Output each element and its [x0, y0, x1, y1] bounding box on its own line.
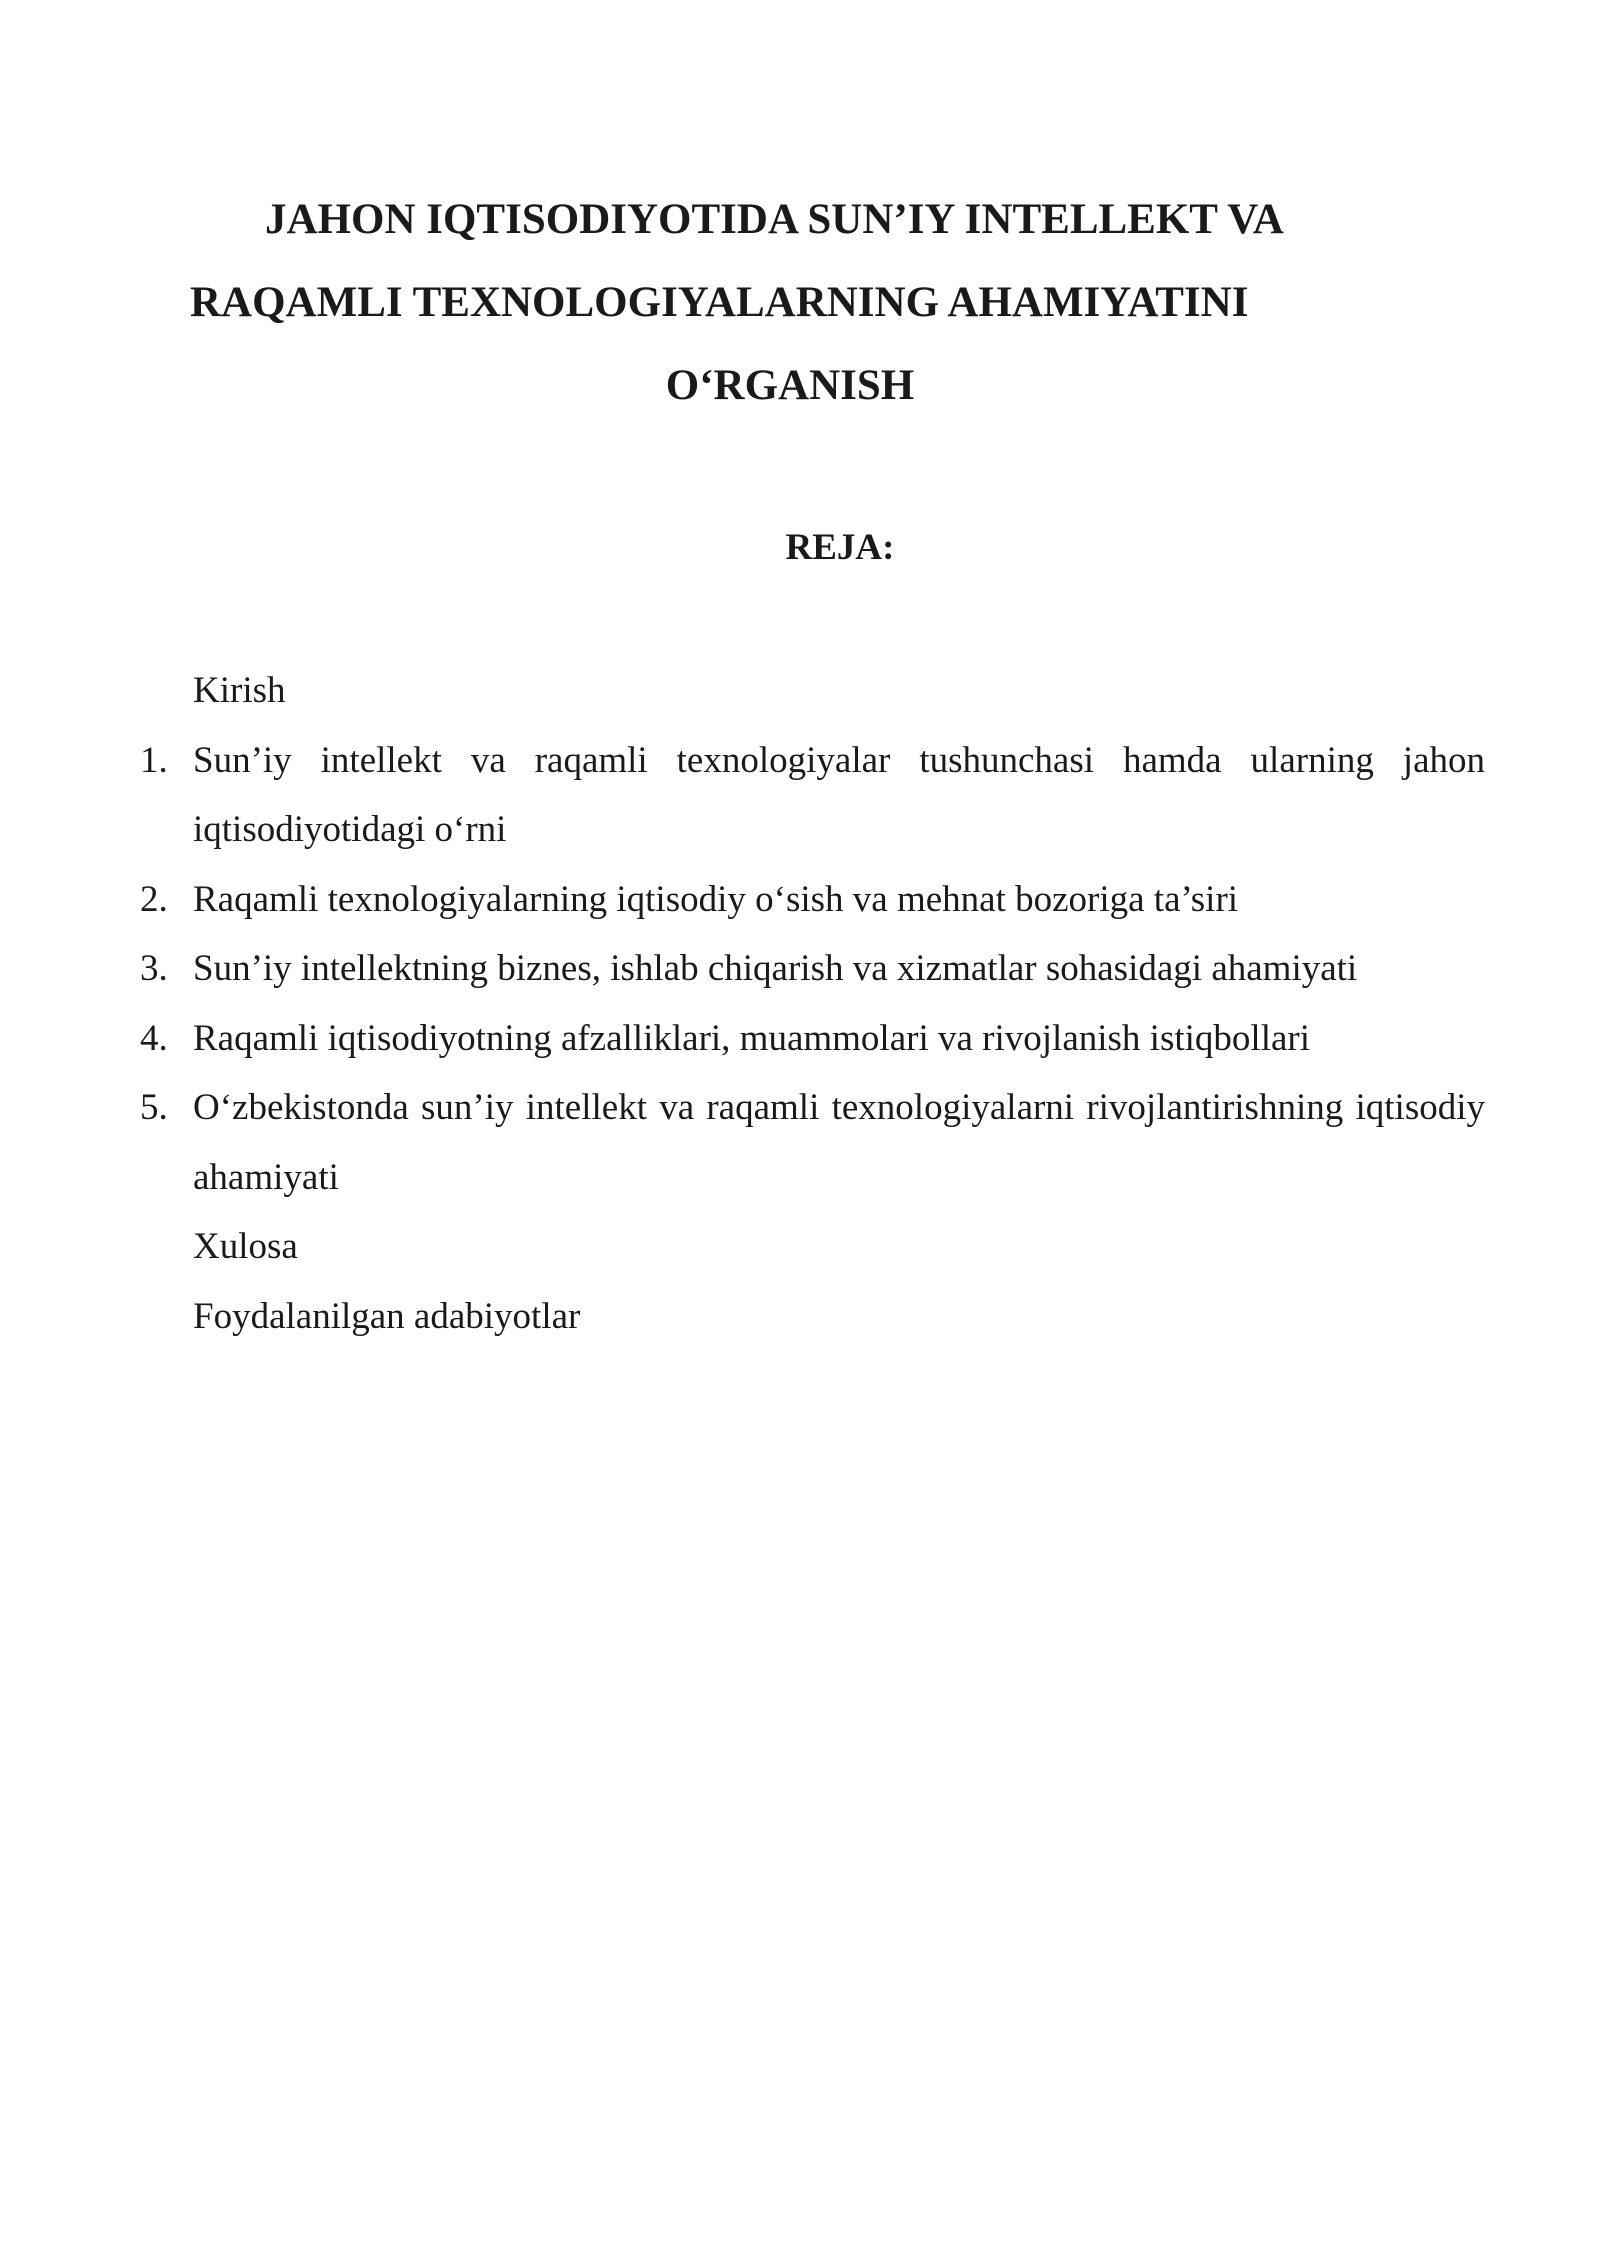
- plan-item-2: [140, 865, 1485, 935]
- plan-heading: REJA:: [785, 527, 895, 568]
- plan-item-text: O‘zbekistonda sun’iy intellekt va raqamli texnologiyalarni rivojlantirishning iqtisodiy ahamiyati: [193, 1087, 1485, 1198]
- plan-conclusion: [140, 1212, 1485, 1282]
- plan-item-3: [140, 934, 1485, 1004]
- plan-item-text: Sun’iy intellekt va raqamli texnologiyalar tushunchasi hamda ularning jahon iqtisodiyotidagi o‘rni: [193, 739, 1485, 850]
- plan-item-text: Raqamli iqtisodiyotning afzalliklari, muammolari va rivojlanish istiqbollari: [193, 1017, 1310, 1059]
- plan-list: [140, 656, 1485, 1351]
- plan-item-text: Raqamli texnologiyalarning iqtisodiy o‘sish va mehnat bozoriga ta’siri: [193, 878, 1239, 920]
- plan-item-text: Sun’iy intellektning biznes, ishlab chiqarish va xizmatlar sohasidagi ahamiyati: [193, 948, 1358, 989]
- title-line-1: JAHON IQTISODIYOTIDA SUN’IY INTELLEKT VA: [265, 196, 1284, 243]
- title-line-2: RAQAMLI TEXNOLOGIYALARNING AHAMIYATINI: [190, 279, 1249, 326]
- plan-item-number: 1.: [140, 739, 168, 781]
- plan-item-1: [140, 726, 1485, 865]
- plan-intro-text: Kirish: [193, 670, 286, 711]
- plan-conclusion-text: Xulosa: [193, 1226, 298, 1267]
- plan-item-5: [140, 1073, 1485, 1212]
- plan-item-number: 2.: [140, 878, 168, 920]
- plan-item-number: 3.: [140, 948, 168, 989]
- title-line-3: O‘RGANISH: [665, 362, 915, 409]
- plan-item-number: 5.: [140, 1087, 168, 1128]
- plan-item-4: [140, 1004, 1485, 1074]
- plan-references: [140, 1282, 1485, 1352]
- plan-references-text: Foydalanilgan adabiyotlar: [193, 1295, 581, 1337]
- plan-intro: [140, 656, 1485, 726]
- plan-item-number: 4.: [140, 1017, 168, 1059]
- document-title: [190, 178, 1420, 427]
